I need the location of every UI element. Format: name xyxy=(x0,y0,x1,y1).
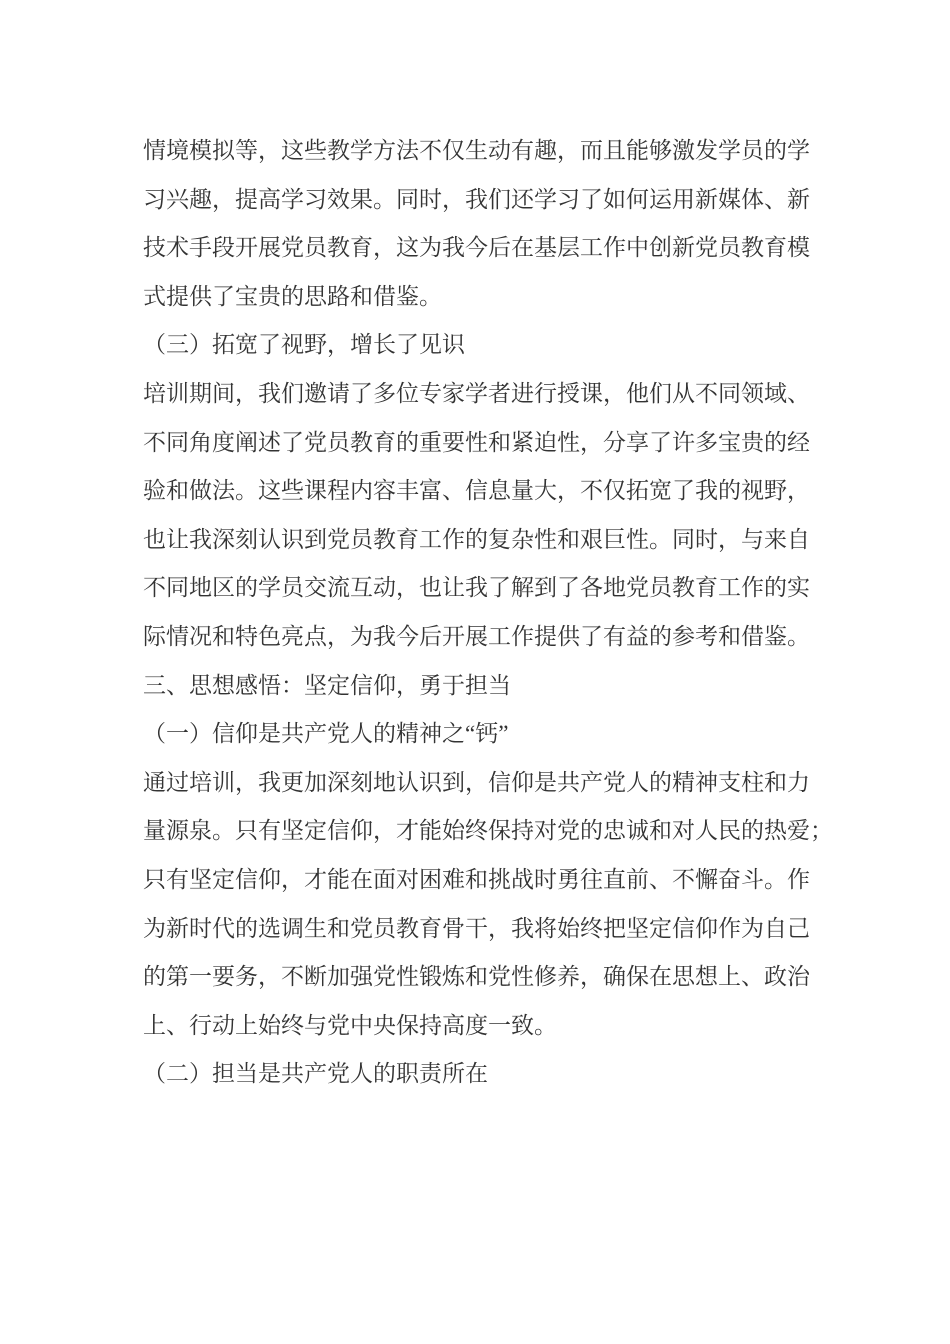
document-text xyxy=(143,127,883,1099)
subheading-three xyxy=(143,321,883,370)
text-line: 量源泉。只有坚定信仰，才能始终保持对党的忠诚和对人民的热爱； xyxy=(143,818,833,844)
subheading-line: （二）担当是共产党人的职责所在 xyxy=(143,1061,488,1087)
text-line: 验和做法。这些课程内容丰富、信息量大，不仅拓宽了我的视野， xyxy=(143,478,810,504)
text-line: 培训期间，我们邀请了多位专家学者进行授课，他们从不同领域、 xyxy=(143,380,810,406)
text-line: 情境模拟等，这些教学方法不仅生动有趣，而且能够激发学员的学 xyxy=(143,138,810,163)
text-line: 通过培训，我更加深刻地认识到，信仰是共产党人的精神支柱和力 xyxy=(143,769,810,795)
text-line: 不同地区的学员交流互动，也让我了解到了各地党员教育工作的实 xyxy=(143,575,810,601)
section-heading-three xyxy=(143,662,883,711)
paragraph-body-2 xyxy=(143,759,883,1051)
text-line: 际情况和特色亮点，为我今后开展工作提供了有益的参考和借鉴。 xyxy=(143,623,810,649)
paragraph-body-1 xyxy=(143,370,883,662)
text-line: 习兴趣，提高学习效果。同时，我们还学习了如何运用新媒体、新 xyxy=(143,186,810,212)
text-line: 也让我深刻认识到党员教育工作的复杂性和艰巨性。同时，与来自 xyxy=(143,526,810,552)
paragraph-continuation xyxy=(143,127,883,321)
text-line: 上、行动上始终与党中央保持高度一致。 xyxy=(143,1012,557,1038)
subheading-two xyxy=(143,1050,883,1099)
text-line: 不同角度阐述了党员教育的重要性和紧迫性，分享了许多宝贵的经 xyxy=(143,429,810,455)
text-line: 的第一要务，不断加强党性锻炼和党性修养，确保在思想上、政治 xyxy=(143,964,810,990)
heading-line: 三、思想感悟：坚定信仰，勇于担当 xyxy=(143,672,511,698)
subheading-line: （三）拓宽了视野，增长了见识 xyxy=(143,332,465,358)
text-line: 技术手段开展党员教育，这为我今后在基层工作中创新党员教育模 xyxy=(143,235,810,261)
subheading-one xyxy=(143,710,883,759)
text-line: 式提供了宝贵的思路和借鉴。 xyxy=(143,283,442,309)
subheading-line: （一）信仰是共产党人的精神之“钙” xyxy=(143,721,509,747)
text-line: 为新时代的选调生和党员教育骨干，我将始终把坚定信仰作为自己 xyxy=(143,915,810,941)
text-line: 只有坚定信仰，才能在面对困难和挑战时勇往直前、不懈奋斗。作 xyxy=(143,866,810,892)
